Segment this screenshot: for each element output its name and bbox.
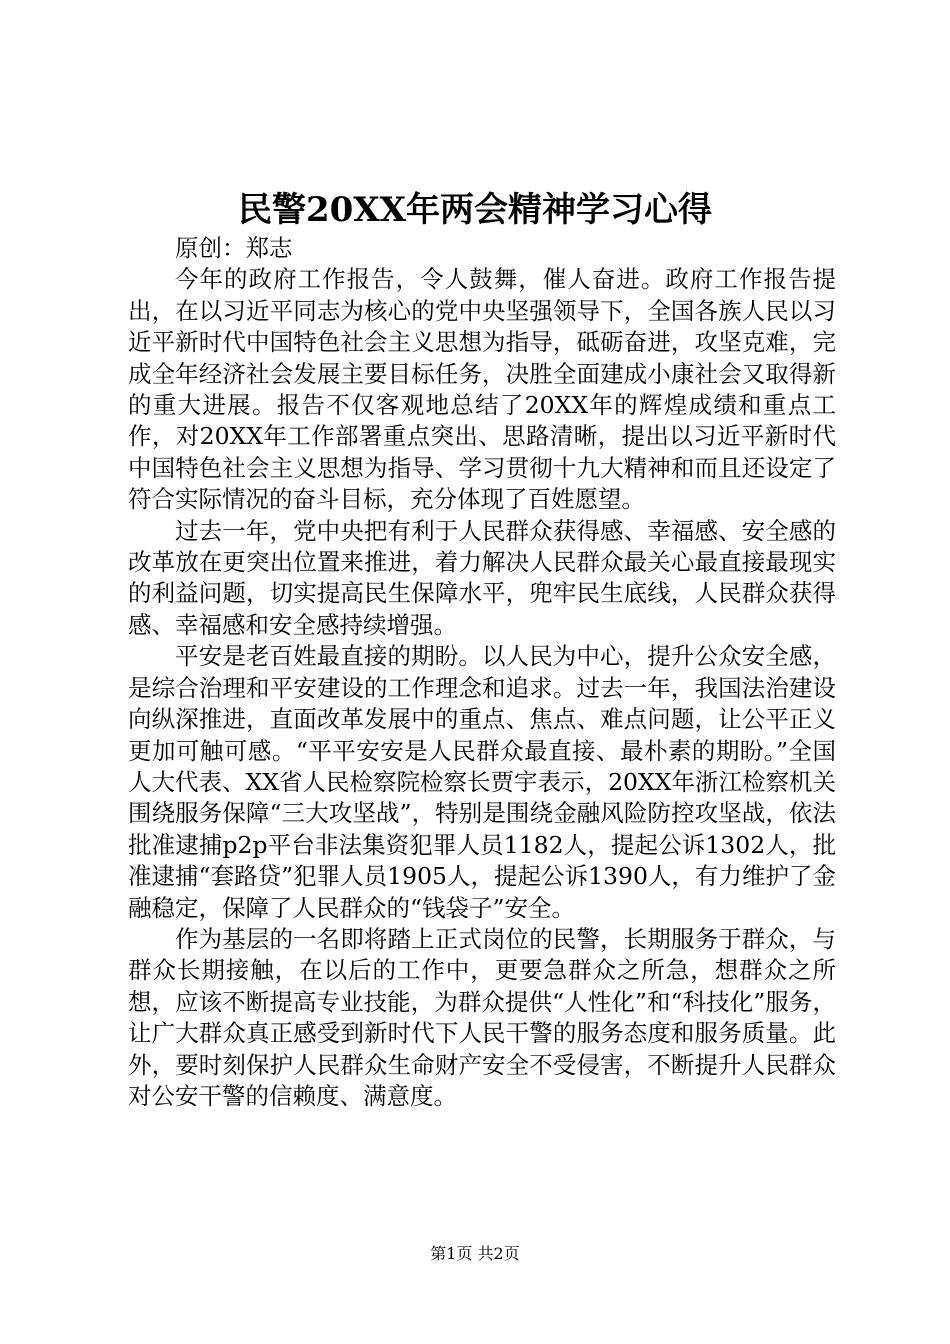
paragraph-3: 平安是老百姓最直接的期盼。以人民为中心，提升公众安全感，是综合治理和平安建设的工作理念和追求。过去一年，我国法治建设向纵深推进，直面改革发展中的重点、焦点、难点问题，让公平正义更加可触可感。“平平安安是人民群众最直接、最朴素的期盼。”全国人大代表、XX省人民检察院检察长贾宇表示，20XX年浙江检察机关围绕服务保障“三大攻坚战”，特别是围绕金融风险防控攻坚战，依法批准逮捕p2p平台非法集资犯罪人员1182人，提起公诉1302人，批准逮捕“套路贷”犯罪人员1905人，提起公诉1390人，有力维护了金融稳定，保障了人民群众的“钱袋子”安全。 [128,642,836,922]
paragraph-1: 今年的政府工作报告，令人鼓舞，催人奋进。政府工作报告提出，在以习近平同志为核心的党中央坚强领导下，全国各族人民以习近平新时代中国特色社会主义思想为指导，砥砺奋进，攻坚克难，完成全年经济社会发展主要目标任务，决胜全面建成小康社会又取得新的重大进展。报告不仅客观地总结了20XX年的辉煌成绩和重点工作，对20XX年工作部署重点突出、思路清晰，提出以习近平新时代中国特色社会主义思想为指导、学习贯彻十九大精神和而且还设定了符合实际情况的奋斗目标，充分体现了百姓愿望。 [128,265,836,514]
paragraph-4: 作为基层的一名即将踏上正式岗位的民警，长期服务于群众，与群众长期接触，在以后的工作中，更要急群众之所急，想群众之所想，应该不断提高专业技能，为群众提供“人性化”和“科技化”服务，让广大群众真正感受到新时代下人民干警的服务态度和服务质量。此外，要时刻保护人民群众生命财产安全不受侵害，不断提升人民群众对公安干警的信赖度、满意度。 [128,924,836,1110]
byline: 原创：郑志 [175,234,293,262]
document-body [128,233,836,1112]
page-indicator: 第1页 共2页 [430,1244,520,1263]
paragraph-2: 过去一年，党中央把有利于人民群众获得感、幸福感、安全感的改革放在更突出位置来推进，着力解决人民群众最关心最直接最现实的利益问题，切实提高民生保障水平，兜牢民生底线，人民群众获得感、幸福感和安全感持续增强。 [128,516,836,639]
document-title: 民警20XX年两会精神学习心得 [237,190,713,230]
